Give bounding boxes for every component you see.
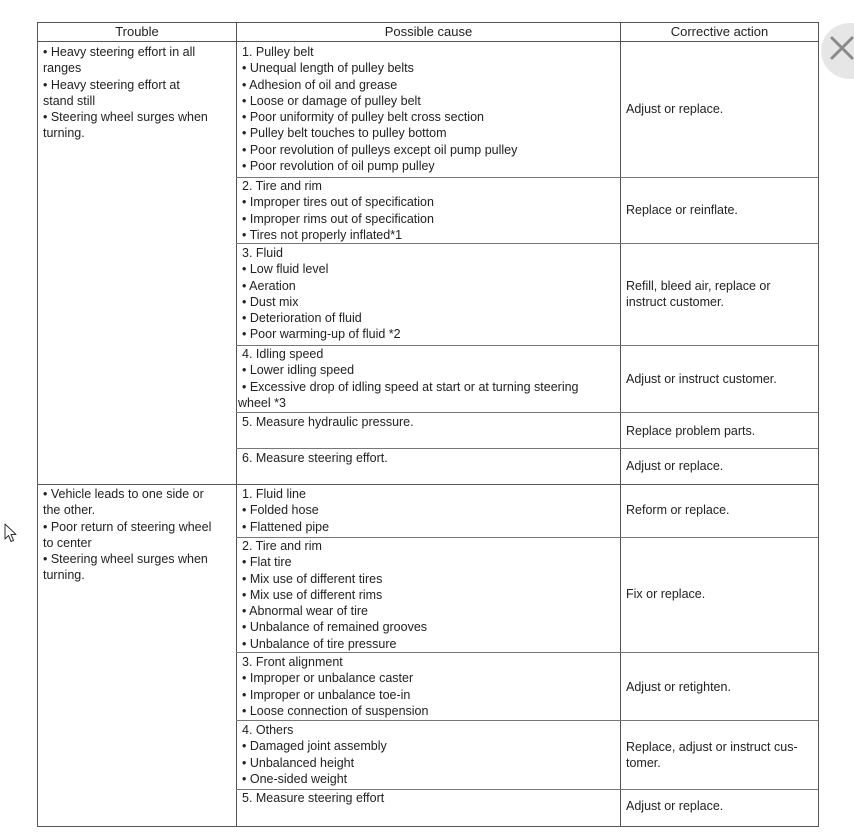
cause-line: • Improper rims out of specification <box>242 211 434 226</box>
cause-line: 3. Fluid <box>242 246 283 260</box>
cause-line: 2. Tire and rim <box>242 539 322 553</box>
cause-line: • Flat tire <box>242 555 292 570</box>
row-divider <box>236 412 818 413</box>
cause-cell <box>242 44 618 174</box>
cause-line: • Adhesion of oil and grease <box>242 77 398 92</box>
cause-line: • Poor revolution of pulleys except oil pump pulley <box>242 142 518 157</box>
action-line: Fix or replace. <box>626 587 706 601</box>
action-line: Replace problem parts. <box>626 424 756 438</box>
cause-line: 2. Tire and rim <box>242 179 322 193</box>
cause-line: • Unbalance of tire pressure <box>242 636 397 651</box>
cause-line: • Damaged joint assembly <box>242 739 387 754</box>
trouble-line: • Heavy steering effort at <box>43 77 180 92</box>
action-line: Replace, adjust or instruct cus- <box>626 740 798 754</box>
cause-line: • Loose or damage of pulley belt <box>242 93 421 108</box>
trouble-line: turning. <box>43 126 85 141</box>
cause-line: • Tires not properly inflated*1 <box>242 227 403 242</box>
cause-line: • Flattened pipe <box>242 519 330 534</box>
cause-cell <box>242 414 618 430</box>
group-divider <box>38 484 818 485</box>
action-line: Adjust or replace. <box>626 102 724 116</box>
action-cell <box>626 202 814 218</box>
trouble-cell <box>43 44 233 142</box>
action-line: Replace or reinflate. <box>626 203 738 217</box>
action-line: Adjust or retighten. <box>626 680 731 694</box>
cause-line: • Improper or unbalance toe-in <box>242 687 411 702</box>
action-cell <box>626 458 814 474</box>
action-line: instruct customer. <box>626 295 724 310</box>
cause-line: • Poor warming-up of fluid *2 <box>242 327 401 342</box>
cause-line: • Mix use of different rims <box>242 587 383 602</box>
action-cell <box>626 739 814 772</box>
cause-line: • Unbalance of remained grooves <box>242 620 428 635</box>
cause-line: 4. Others <box>242 723 294 737</box>
action-cell <box>626 423 814 439</box>
cause-cell <box>242 538 618 652</box>
cause-cell <box>242 450 618 466</box>
cause-line: • Low fluid level <box>242 262 329 277</box>
cause-line: • Poor uniformity of pulley belt cross section <box>242 110 484 125</box>
trouble-line: the other. <box>43 503 96 518</box>
close-icon <box>829 35 854 61</box>
action-line: Refill, bleed air, replace or <box>626 279 771 293</box>
close-button[interactable] <box>821 23 854 79</box>
action-line: tomer. <box>626 756 661 771</box>
cause-line: 1. Fluid line <box>242 487 306 501</box>
row-divider <box>236 448 818 449</box>
column-divider <box>620 23 621 826</box>
cause-line: • Unbalanced height <box>242 755 355 770</box>
header-divider <box>38 41 818 42</box>
trouble-line: • Steering wheel surges when <box>43 552 208 567</box>
trouble-line: • Vehicle leads to one side or <box>43 487 204 501</box>
trouble-line: to center <box>43 535 92 550</box>
row-divider <box>236 720 818 721</box>
cause-line: • Lower idling speed <box>242 363 355 378</box>
cause-line: • Unequal length of pulley belts <box>242 61 414 76</box>
action-cell <box>626 679 814 695</box>
cause-line: • Pulley belt touches to pulley bottom <box>242 126 447 141</box>
action-cell <box>626 798 814 814</box>
header-corrective-action: Corrective action <box>670 24 769 39</box>
cause-cell <box>238 346 618 411</box>
cause-line: • Folded hose <box>242 503 319 518</box>
cause-line: 1. Pulley belt <box>242 45 314 59</box>
cause-line: 3. Front alignment <box>242 655 343 669</box>
action-cell <box>626 278 814 311</box>
cause-line: 5. Measure hydraulic pressure. <box>242 415 414 429</box>
action-cell <box>626 101 814 117</box>
trouble-line: • Steering wheel surges when <box>43 110 208 125</box>
cause-line: • Poor revolution of oil pump pulley <box>242 159 435 174</box>
cause-cell <box>242 178 618 243</box>
cause-line: 6. Measure steering effort. <box>242 451 388 465</box>
cause-line: • Deterioration of fluid <box>242 311 362 326</box>
cause-line: wheel *3 <box>238 395 286 410</box>
cause-line: • Improper or unbalance caster <box>242 671 414 686</box>
header-possible-cause: Possible cause <box>384 24 473 39</box>
action-cell <box>626 371 814 387</box>
action-line: Reform or replace. <box>626 503 730 517</box>
action-line: Adjust or replace. <box>626 459 724 473</box>
trouble-line: ranges <box>43 61 82 76</box>
cause-cell <box>242 245 618 343</box>
cause-cell <box>242 486 618 535</box>
cause-cell <box>242 722 618 787</box>
trouble-line: • Poor return of steering wheel <box>43 519 212 534</box>
action-line: Adjust or instruct customer. <box>626 372 777 386</box>
cause-line: • Dust mix <box>242 294 299 309</box>
cause-line: • Mix use of different tires <box>242 571 383 586</box>
cause-cell <box>242 654 618 719</box>
cause-line: 4. Idling speed <box>242 347 324 361</box>
action-cell <box>626 502 814 518</box>
cause-line: • Loose connection of suspension <box>242 703 429 718</box>
cause-line: • Abnormal wear of tire <box>242 604 368 619</box>
cause-line: 5. Measure steering effort <box>242 791 385 805</box>
cause-line: • Excessive drop of idling speed at start or at turning steering <box>242 379 579 394</box>
header-trouble: Trouble <box>115 24 159 39</box>
troubleshooting-table <box>37 22 819 827</box>
trouble-line: turning. <box>43 568 85 583</box>
trouble-line: stand still <box>43 93 96 108</box>
trouble-cell <box>43 486 233 584</box>
column-divider <box>236 23 237 826</box>
cause-line: • One-sided weight <box>242 771 348 786</box>
cause-cell <box>242 790 618 806</box>
row-divider <box>236 652 818 653</box>
mouse-pointer-icon <box>4 523 18 548</box>
cause-line: • Improper tires out of specification <box>242 195 434 210</box>
trouble-line: • Heavy steering effort in all <box>43 45 196 59</box>
action-line: Adjust or replace. <box>626 799 724 813</box>
cause-line: • Aeration <box>242 278 296 293</box>
action-cell <box>626 586 814 602</box>
